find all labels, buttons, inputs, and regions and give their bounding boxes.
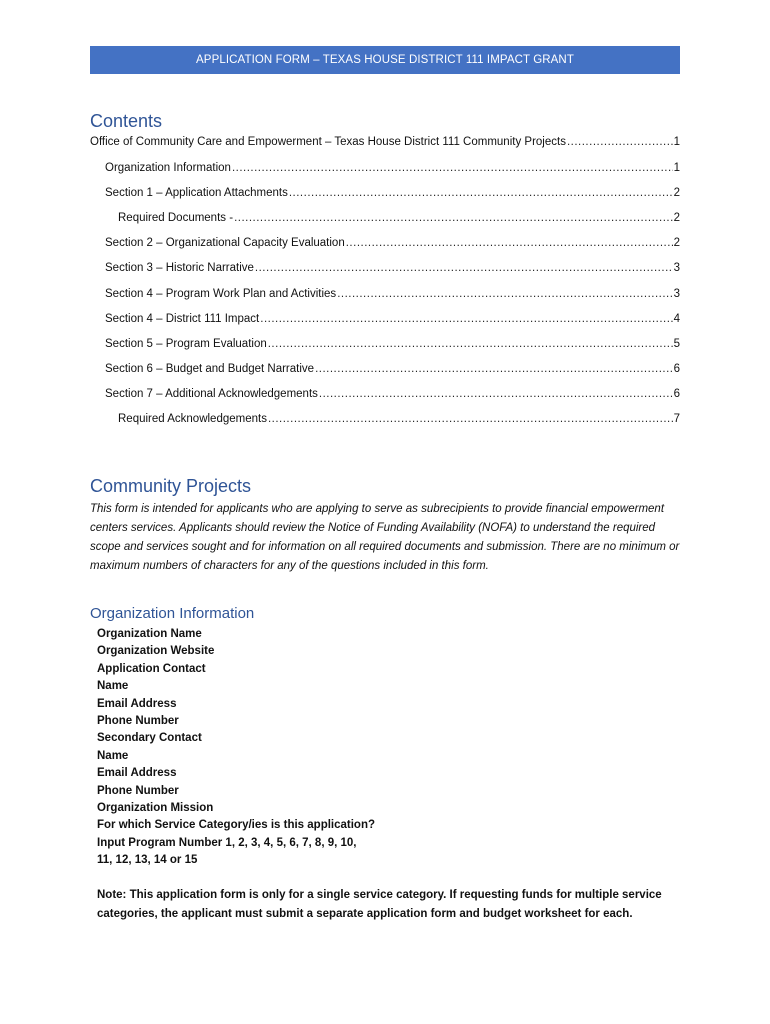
field-label-secondary-name: Name (97, 749, 129, 762)
field-label-contact-email: Email Address (97, 697, 177, 710)
toc-entry[interactable] (90, 187, 680, 203)
toc-entry-page: 2 (673, 237, 680, 249)
toc-entry-page: 2 (673, 187, 680, 199)
field-label-service-category: For which Service Category/ies is this application? (97, 819, 375, 832)
toc-leader-dots (337, 288, 672, 300)
toc-entry[interactable] (90, 413, 680, 429)
toc-entry[interactable] (90, 313, 680, 329)
toc-entry-page: 4 (673, 313, 680, 325)
toc-entry-title: Section 4 – Program Work Plan and Activities (105, 288, 337, 300)
toc-entry-page: 1 (673, 162, 680, 174)
toc-leader-dots (315, 363, 673, 375)
toc-entry-title: Section 3 – Historic Narrative (105, 262, 254, 274)
toc-entry-page: 1 (673, 136, 680, 148)
toc-entry-page: 5 (673, 338, 680, 350)
toc-entry-title: Required Documents - (118, 212, 234, 224)
toc-entry-page: 7 (673, 413, 680, 425)
toc-leader-dots (234, 212, 673, 224)
field-label-contact-name: Name (97, 680, 129, 693)
toc-entry-page: 3 (673, 262, 680, 274)
toc-leader-dots (567, 136, 673, 148)
field-label-program-number: Input Program Number 1, 2, 3, 4, 5, 6, 7, 8, 9, 10, 11, 12, 13, 14 or 15 (97, 836, 357, 867)
field-label-organization-mission: Organization Mission (97, 802, 214, 815)
toc-entry[interactable] (90, 262, 680, 278)
field-label-organization-website: Organization Website (97, 645, 215, 658)
document-header-bar (90, 46, 680, 74)
toc-leader-dots (260, 313, 672, 325)
document-header-title: APPLICATION FORM – TEXAS HOUSE DISTRICT 111 IMPACT GRANT (196, 54, 574, 66)
toc-entry[interactable] (90, 288, 680, 304)
toc-entry-title: Section 7 – Additional Acknowledgements (105, 388, 318, 400)
toc-entry[interactable] (90, 136, 680, 152)
toc-entry-title: Office of Community Care and Empowerment – Texas House District 111 Community Projects (90, 136, 566, 148)
toc-leader-dots (289, 187, 673, 199)
community-projects-heading: Community Projects (90, 476, 252, 496)
toc-entry-title: Required Acknowledgements (118, 413, 267, 425)
toc-entry-title: Section 2 – Organizational Capacity Evaluation (105, 237, 345, 249)
single-category-note: Note: This application form is only for a single service category. If requesting funds for multiple service categories, the applicant must submit a separate application form and budget worksheet for each. (97, 889, 662, 920)
toc-entry-title: Section 4 – District 111 Impact (105, 313, 260, 325)
toc-leader-dots (232, 162, 673, 174)
toc-entry-title: Section 5 – Program Evaluation (105, 338, 267, 350)
toc-entry-title: Section 1 – Application Attachments (105, 187, 288, 199)
toc-entry-page: 3 (673, 288, 680, 300)
field-label-organization-name: Organization Name (97, 628, 202, 640)
toc-entry[interactable] (90, 162, 680, 178)
toc-entry-page: 2 (673, 212, 680, 224)
field-label-contact-phone: Phone Number (97, 715, 179, 728)
toc-leader-dots (268, 338, 673, 350)
toc-leader-dots (255, 262, 673, 274)
toc-entry-title: Organization Information (105, 162, 231, 174)
organization-fields-list (97, 626, 687, 870)
toc-entry[interactable] (90, 338, 680, 354)
field-label-secondary-contact: Secondary Contact (97, 732, 202, 745)
toc-entry[interactable] (90, 363, 680, 379)
toc-leader-dots (319, 388, 673, 400)
toc-entry-page: 6 (673, 363, 680, 375)
toc-entry-page: 6 (673, 388, 680, 400)
toc-entry[interactable] (90, 388, 680, 404)
toc-leader-dots (346, 237, 673, 249)
toc-entry-title: Section 6 – Budget and Budget Narrative (105, 363, 315, 375)
contents-heading: Contents (90, 111, 163, 131)
organization-information-heading: Organization Information (90, 605, 255, 622)
toc-leader-dots (268, 413, 673, 425)
field-label-secondary-phone: Phone Number (97, 784, 179, 797)
community-projects-intro: This form is intended for applicants who are applying to serve as subrecipients to provide financial empowerment centers services. Applicants should review the Notice of Funding Availability (NOFA) to understand the required scope and services sought and for information on all required documents and submission. There are no minimum or maximum numbers of characters for any of the questions included in this form. (90, 503, 680, 572)
field-label-application-contact: Application Contact (97, 662, 206, 675)
toc-entry[interactable] (90, 237, 680, 253)
field-label-secondary-email: Email Address (97, 767, 177, 780)
toc-entry[interactable] (90, 212, 680, 228)
